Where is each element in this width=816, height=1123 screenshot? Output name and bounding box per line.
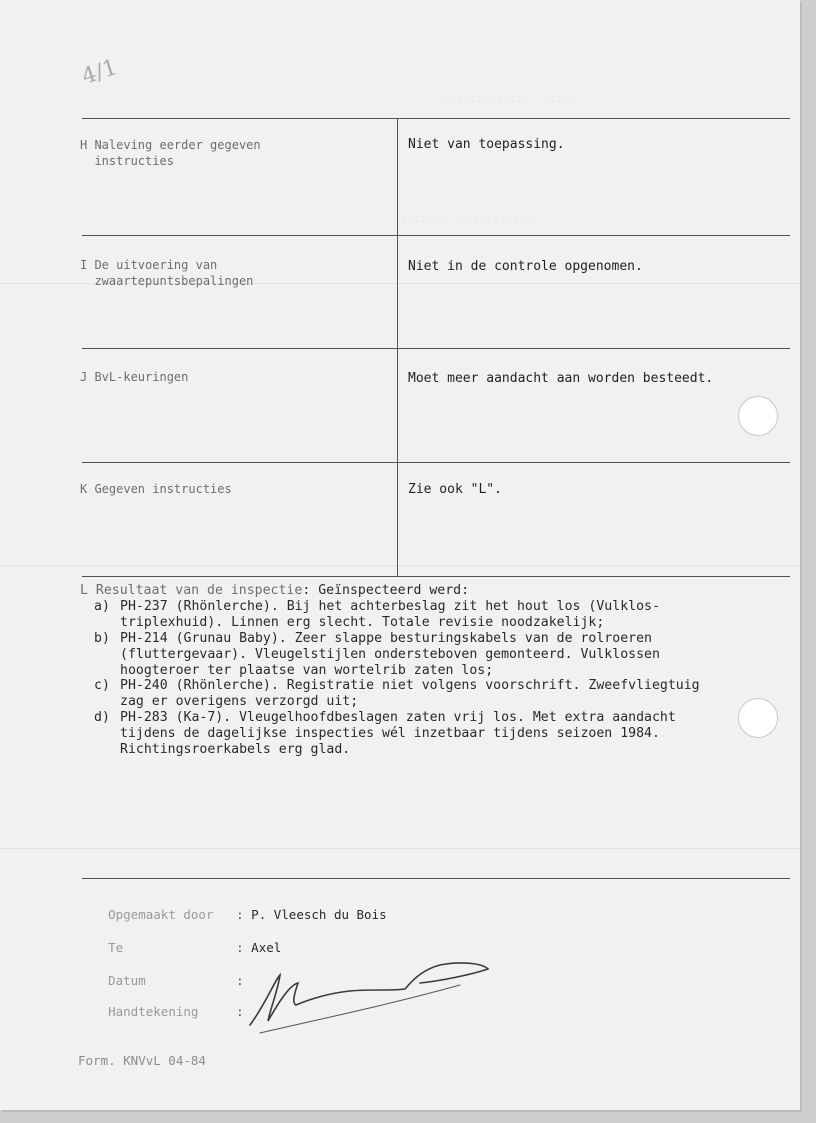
result-item: [80, 631, 780, 679]
item-text: PH-214 (Grunau Baby). Zeer slappe besturingskabels van de rolroeren (fluttergevaar). Vleugelstijlen ondersteboven gemonteerd. Vulklossen hoogteroer ter plaatse van wortelrib zaten los;: [120, 630, 660, 678]
section-j-label: J BvL-keuringen: [80, 370, 189, 384]
section-i-value: Niet in de controle opgenomen.: [408, 259, 643, 274]
handwritten-signature: [220, 955, 500, 1035]
show-through-text: ······· ···········: [400, 215, 533, 228]
handwritten-mark: 4/1: [79, 55, 121, 90]
result-item: [80, 710, 780, 758]
item-text: PH-237 (Rhönlerche). Bij het achterbeslag zit het hout los (Vulklos- triplexhuid). Linnen erg slecht. Totale revisie noodzakelijk;: [120, 598, 660, 630]
section-h-value: Niet van toepassing.: [408, 137, 565, 152]
result-item: [80, 678, 780, 710]
section-j-value: Moet meer aandacht aan worden besteedt.: [408, 371, 714, 386]
section-k-label: K Gegeven instructies: [80, 482, 232, 496]
result-prefix: L Resultaat van de inspectie: [80, 583, 303, 598]
table-rule: [82, 348, 790, 349]
table-divider: [397, 118, 398, 576]
table-rule: [82, 576, 790, 577]
colon: :: [236, 973, 244, 988]
table-rule: [82, 462, 790, 463]
item-letter: c): [94, 678, 110, 694]
section-i-label: I De uitvoering van zwaartepuntsbepalingen: [80, 258, 254, 288]
colon: :: [236, 907, 244, 922]
fold-line: [0, 565, 800, 566]
result-heading: [80, 583, 780, 599]
item-letter: b): [94, 630, 110, 646]
form-code: Form. KNVvL 04-84: [78, 1053, 206, 1068]
show-through-text: ············· ·····: [430, 95, 576, 108]
section-k-value: Zie ook "L".: [408, 482, 502, 497]
punch-hole: [738, 396, 778, 436]
item-text: PH-283 (Ka-7). Vleugelhoofdbeslagen zaten vrij los. Met extra aandacht tijdens de dagelijkse inspecties wél inzetbaar tijdens seizoen 1984. Richtingsroerkabels erg glad.: [120, 710, 676, 758]
colon: :: [236, 940, 244, 955]
result-intro: : Geïnspecteerd werd:: [302, 583, 470, 598]
punch-hole: [738, 698, 778, 738]
footer-rule: [82, 878, 790, 879]
fold-line: [0, 848, 800, 849]
date-label: Datum: [108, 973, 146, 988]
place-value: Axel: [251, 940, 282, 955]
item-letter: a): [94, 598, 110, 614]
item-text: PH-240 (Rhönlerche). Registratie niet volgens voorschrift. Zweefvliegtuig zag er overigens verzorgd uit;: [120, 678, 700, 710]
colon: :: [236, 1004, 244, 1019]
prepared-by-value: P. Vleesch du Bois: [251, 907, 387, 922]
item-letter: d): [94, 710, 110, 726]
table-rule: [82, 118, 790, 119]
signature-row: [78, 988, 244, 1036]
table-rule: [82, 235, 790, 236]
section-h-label: H Naleving eerder gegeven instructies: [80, 138, 261, 168]
prepared-by-label: Opgemaakt door: [108, 907, 214, 922]
signature-label: Handtekening: [108, 1004, 199, 1019]
result-item: [80, 599, 780, 631]
place-label: Te: [108, 940, 124, 955]
inspection-result: [80, 583, 780, 758]
